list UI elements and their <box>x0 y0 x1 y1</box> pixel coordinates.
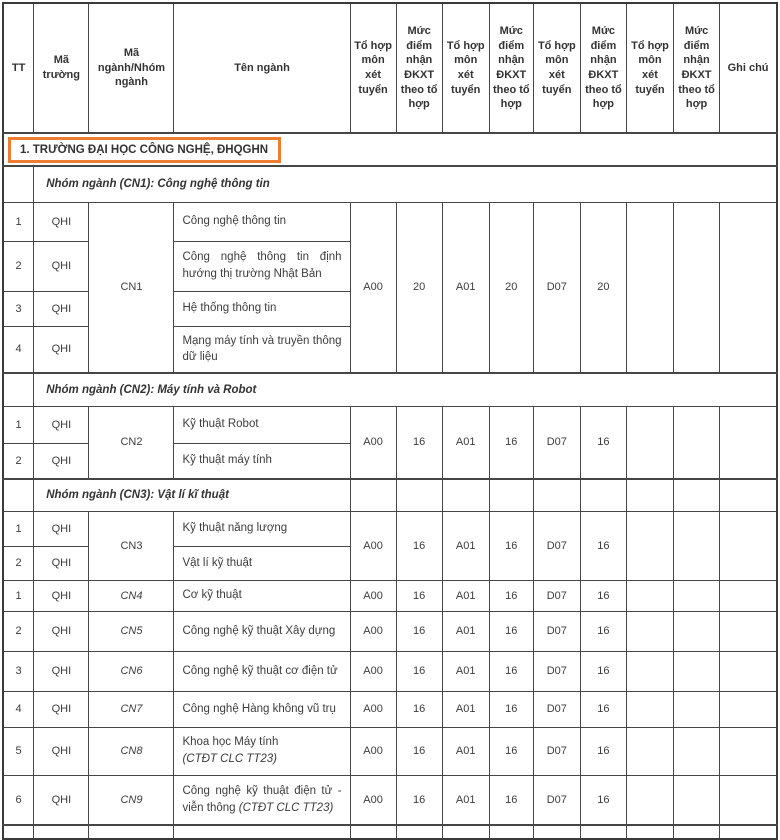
school-title: 1. TRƯỜNG ĐẠI HỌC CÔNG NGHỆ, ĐHQGHN <box>20 143 269 156</box>
cell-tt: 2 <box>3 443 34 479</box>
cell-to-hop-3: D07 <box>533 580 580 611</box>
cell-ma-truong: QHI <box>34 691 89 727</box>
cell-ma-truong: QHI <box>34 580 89 611</box>
cell-muc-diem-1: 16 <box>396 691 442 727</box>
cell-ma-nganh: CN4 <box>89 580 174 611</box>
cell-muc-diem-4 <box>674 691 720 727</box>
cell-to-hop-2: A01 <box>442 511 489 580</box>
cell-ma-truong: QHI <box>34 511 89 546</box>
cell-muc-diem-4 <box>674 825 720 839</box>
col-header-muc-diem-4: Mức điểm nhận ĐKXT theo tổ hợp <box>674 3 720 133</box>
cell-ghi-chu <box>720 651 777 691</box>
cell-ma-nganh: CN2 <box>89 406 174 479</box>
cell-to-hop-1: A00 <box>350 651 396 691</box>
cell-to-hop-1: A00 <box>350 580 396 611</box>
cell-to-hop-2 <box>442 825 489 839</box>
cell-to-hop-4 <box>626 727 673 775</box>
cell-muc-diem-3: 16 <box>580 727 626 775</box>
cell-to-hop-4 <box>626 511 673 580</box>
school-title-row <box>3 133 777 166</box>
cell-to-hop-1: A00 <box>350 775 396 825</box>
cell-to-hop-2: A01 <box>442 611 489 651</box>
cell-tt: 1 <box>3 406 34 443</box>
cell-muc-diem-3: 16 <box>580 580 626 611</box>
cell-to-hop-3: D07 <box>533 727 580 775</box>
cell-ten-nganh: Kỹ thuật máy tính <box>174 443 350 479</box>
cell-ghi-chu <box>720 825 777 839</box>
table-row <box>3 727 777 775</box>
cell-muc-diem-4 <box>674 511 720 580</box>
cell-muc-diem-2: 16 <box>489 611 533 651</box>
cell-to-hop-2: A01 <box>442 406 489 479</box>
col-header-muc-diem-3: Mức điểm nhận ĐKXT theo tổ hợp <box>580 3 626 133</box>
cell-muc-diem-4 <box>674 775 720 825</box>
cell-ma-truong: QHI <box>34 651 89 691</box>
cell-ten-nganh: Kỹ thuật Robot <box>174 406 350 443</box>
cell-to-hop-1 <box>350 825 396 839</box>
cell-muc-diem-1: 16 <box>396 775 442 825</box>
cell-tt: 3 <box>3 651 34 691</box>
cell-tt: 1 <box>3 202 34 241</box>
col-header-ghi-chu: Ghi chú <box>720 3 777 133</box>
cell-muc-diem-2: 16 <box>489 691 533 727</box>
cell-tt <box>3 166 34 202</box>
cell-to-hop-1: A00 <box>350 611 396 651</box>
cell-to-hop-3 <box>533 825 580 839</box>
col-header-ten-nganh: Tên ngành <box>174 3 350 133</box>
cell-muc-diem-1 <box>396 479 442 511</box>
cell-to-hop-4 <box>626 611 673 651</box>
cell-muc-diem-3 <box>580 479 626 511</box>
cell-muc-diem-4 <box>674 611 720 651</box>
cell-muc-diem-1: 16 <box>396 611 442 651</box>
cell-tt: 1 <box>3 511 34 546</box>
cell-ten-nganh: Vật lí kỹ thuật <box>174 546 350 580</box>
cell-ma-nganh: CN3 <box>89 511 174 580</box>
cell-to-hop-3: D07 <box>533 775 580 825</box>
col-header-to-hop-3: Tổ hợp môn xét tuyển <box>533 3 580 133</box>
cell-to-hop-2: A01 <box>442 775 489 825</box>
cell-to-hop-2: A01 <box>442 580 489 611</box>
cell-to-hop-4 <box>626 825 673 839</box>
cell-to-hop-1: A00 <box>350 727 396 775</box>
cell-tt: 2 <box>3 611 34 651</box>
header-row <box>3 3 777 133</box>
cell-ma-truong: QHI <box>34 546 89 580</box>
cell-muc-diem-1: 16 <box>396 727 442 775</box>
cell-tt: 5 <box>3 727 34 775</box>
cell-to-hop-1: A00 <box>350 406 396 479</box>
cell-tt: 2 <box>3 241 34 291</box>
group-header-row <box>3 166 777 202</box>
cell-muc-diem-2 <box>489 825 533 839</box>
cell-to-hop-3: D07 <box>533 202 580 373</box>
table-row <box>3 611 777 651</box>
cell-ma-truong: QHI <box>34 202 89 241</box>
cell-ma-truong: QHI <box>34 291 89 326</box>
cell-ten-nganh <box>174 775 350 825</box>
cell-to-hop-3: D07 <box>533 651 580 691</box>
cell-ma-truong: QHI <box>34 326 89 373</box>
cell-ten-nganh: Công nghệ kỹ thuật Xây dựng <box>174 611 350 651</box>
col-header-muc-diem-2: Mức điểm nhận ĐKXT theo tổ hợp <box>489 3 533 133</box>
group-header-row <box>3 479 777 511</box>
col-header-ma-nganh: Mã ngành/Nhóm ngành <box>89 3 174 133</box>
cell-ten-nganh: Công nghệ thông tin <box>174 202 350 241</box>
cell-ten-nganh: Công nghệ Hàng không vũ trụ <box>174 691 350 727</box>
cell-muc-diem-1: 16 <box>396 651 442 691</box>
cell-ten-nganh: Mạng máy tính và truyền thông dữ liệu <box>174 326 350 373</box>
cell-ten-nganh: Công nghệ thông tin định hướng thị trường Nhật Bản <box>174 241 350 291</box>
major-name: Khoa học Máy tính <box>182 736 279 749</box>
cell-muc-diem-4 <box>674 406 720 479</box>
cell-to-hop-3: D07 <box>533 406 580 479</box>
cell-ghi-chu <box>720 580 777 611</box>
cell-muc-diem-4 <box>674 202 720 373</box>
cell-tt: 6 <box>3 775 34 825</box>
cell-ma-truong: QHI <box>34 443 89 479</box>
cell-to-hop-4 <box>626 406 673 479</box>
table-row-partial <box>3 825 777 839</box>
cell-ten-nganh <box>174 825 350 839</box>
cell-to-hop-4 <box>626 691 673 727</box>
cell-to-hop-1: A00 <box>350 202 396 373</box>
table-row <box>3 691 777 727</box>
cell-to-hop-3: D07 <box>533 691 580 727</box>
cell-tt: 3 <box>3 291 34 326</box>
cell-ma-nganh: CN8 <box>89 727 174 775</box>
cell-to-hop-1: A00 <box>350 691 396 727</box>
cell-ghi-chu <box>720 611 777 651</box>
cell-tt <box>3 825 34 839</box>
cell-to-hop-3: D07 <box>533 611 580 651</box>
cell-muc-diem-4 <box>674 651 720 691</box>
cell-ghi-chu <box>720 775 777 825</box>
cell-ma-truong <box>34 825 89 839</box>
cell-tt: 2 <box>3 546 34 580</box>
group-header-row <box>3 373 777 406</box>
cell-muc-diem-4 <box>674 479 720 511</box>
cell-muc-diem-3: 20 <box>580 202 626 373</box>
cell-ghi-chu <box>720 406 777 479</box>
cell-tt: 4 <box>3 326 34 373</box>
cell-muc-diem-1: 20 <box>396 202 442 373</box>
cell-ten-nganh: Cơ kỹ thuật <box>174 580 350 611</box>
cell-muc-diem-2: 16 <box>489 406 533 479</box>
cell-muc-diem-3: 16 <box>580 775 626 825</box>
cell-muc-diem-4 <box>674 580 720 611</box>
cell-muc-diem-2: 16 <box>489 775 533 825</box>
cell-ten-nganh: Hệ thống thông tin <box>174 291 350 326</box>
cell-muc-diem-4 <box>674 727 720 775</box>
major-note: (CTĐT CLC TT23) <box>182 753 278 765</box>
cell-muc-diem-2: 16 <box>489 511 533 580</box>
cell-ma-nganh: CN6 <box>89 651 174 691</box>
cell-ghi-chu <box>720 511 777 580</box>
cell-ma-nganh <box>89 825 174 839</box>
table-row <box>3 651 777 691</box>
school-title-cell <box>3 133 777 166</box>
cell-to-hop-2: A01 <box>442 727 489 775</box>
cell-muc-diem-1: 16 <box>396 580 442 611</box>
col-header-muc-diem-1: Mức điểm nhận ĐKXT theo tổ hợp <box>396 3 442 133</box>
col-header-to-hop-1: Tổ hợp môn xét tuyển <box>350 3 396 133</box>
cell-muc-diem-1: 16 <box>396 511 442 580</box>
major-name: Công nghệ kỹ thuật điện tử - viễn thông <box>182 785 342 814</box>
cell-to-hop-4 <box>626 651 673 691</box>
cell-to-hop-1 <box>350 479 396 511</box>
cell-ten-nganh <box>174 727 350 775</box>
cell-to-hop-3: D07 <box>533 511 580 580</box>
cell-ma-truong: QHI <box>34 241 89 291</box>
cell-muc-diem-3 <box>580 825 626 839</box>
cell-ghi-chu <box>720 479 777 511</box>
cell-ten-nganh: Công nghệ kỹ thuật cơ điện tử <box>174 651 350 691</box>
cell-ghi-chu <box>720 727 777 775</box>
cell-ma-nganh: CN7 <box>89 691 174 727</box>
cell-ten-nganh: Kỹ thuật năng lượng <box>174 511 350 546</box>
table-row <box>3 202 777 241</box>
cell-ma-truong: QHI <box>34 727 89 775</box>
cell-muc-diem-2: 20 <box>489 202 533 373</box>
group-label-cell: Nhóm ngành (CN1): Công nghệ thông tin <box>34 166 777 202</box>
cell-muc-diem-2: 16 <box>489 727 533 775</box>
cell-muc-diem-3: 16 <box>580 651 626 691</box>
cell-to-hop-2: A01 <box>442 202 489 373</box>
cell-to-hop-4 <box>626 479 673 511</box>
cell-ma-nganh: CN1 <box>89 202 174 373</box>
col-header-to-hop-2: Tổ hợp môn xét tuyển <box>442 3 489 133</box>
cell-ma-nganh: CN9 <box>89 775 174 825</box>
cell-to-hop-4 <box>626 580 673 611</box>
cell-muc-diem-3: 16 <box>580 406 626 479</box>
table-row <box>3 511 777 546</box>
cell-ma-truong: QHI <box>34 611 89 651</box>
table-row <box>3 775 777 825</box>
admissions-table <box>2 2 778 840</box>
cell-muc-diem-3: 16 <box>580 691 626 727</box>
cell-ghi-chu <box>720 691 777 727</box>
col-header-tt: TT <box>3 3 34 133</box>
cell-to-hop-4 <box>626 202 673 373</box>
cell-tt: 1 <box>3 580 34 611</box>
group-label-cell: Nhóm ngành (CN2): Máy tính và Robot <box>34 373 777 406</box>
cell-tt: 4 <box>3 691 34 727</box>
cell-to-hop-4 <box>626 775 673 825</box>
cell-muc-diem-3: 16 <box>580 611 626 651</box>
cell-to-hop-2 <box>442 479 489 511</box>
table-row <box>3 580 777 611</box>
cell-muc-diem-2: 16 <box>489 580 533 611</box>
cell-muc-diem-3: 16 <box>580 511 626 580</box>
cell-muc-diem-1: 16 <box>396 406 442 479</box>
major-note: (CTĐT CLC TT23) <box>238 801 334 814</box>
cell-ma-truong: QHI <box>34 406 89 443</box>
cell-to-hop-2: A01 <box>442 651 489 691</box>
cell-ma-nganh: CN5 <box>89 611 174 651</box>
cell-muc-diem-2: 16 <box>489 651 533 691</box>
cell-to-hop-3 <box>533 479 580 511</box>
col-header-to-hop-4: Tổ hợp môn xét tuyển <box>626 3 673 133</box>
cell-tt <box>3 373 34 406</box>
cell-tt <box>3 479 34 511</box>
cell-ghi-chu <box>720 202 777 373</box>
cell-muc-diem-1 <box>396 825 442 839</box>
table-row <box>3 406 777 443</box>
cell-to-hop-2: A01 <box>442 691 489 727</box>
cell-to-hop-1: A00 <box>350 511 396 580</box>
cell-muc-diem-2 <box>489 479 533 511</box>
highlight-box <box>8 137 281 163</box>
col-header-ma-truong: Mã trường <box>34 3 89 133</box>
group-label-cell: Nhóm ngành (CN3): Vật lí kĩ thuật <box>34 479 350 511</box>
cell-ma-truong: QHI <box>34 775 89 825</box>
